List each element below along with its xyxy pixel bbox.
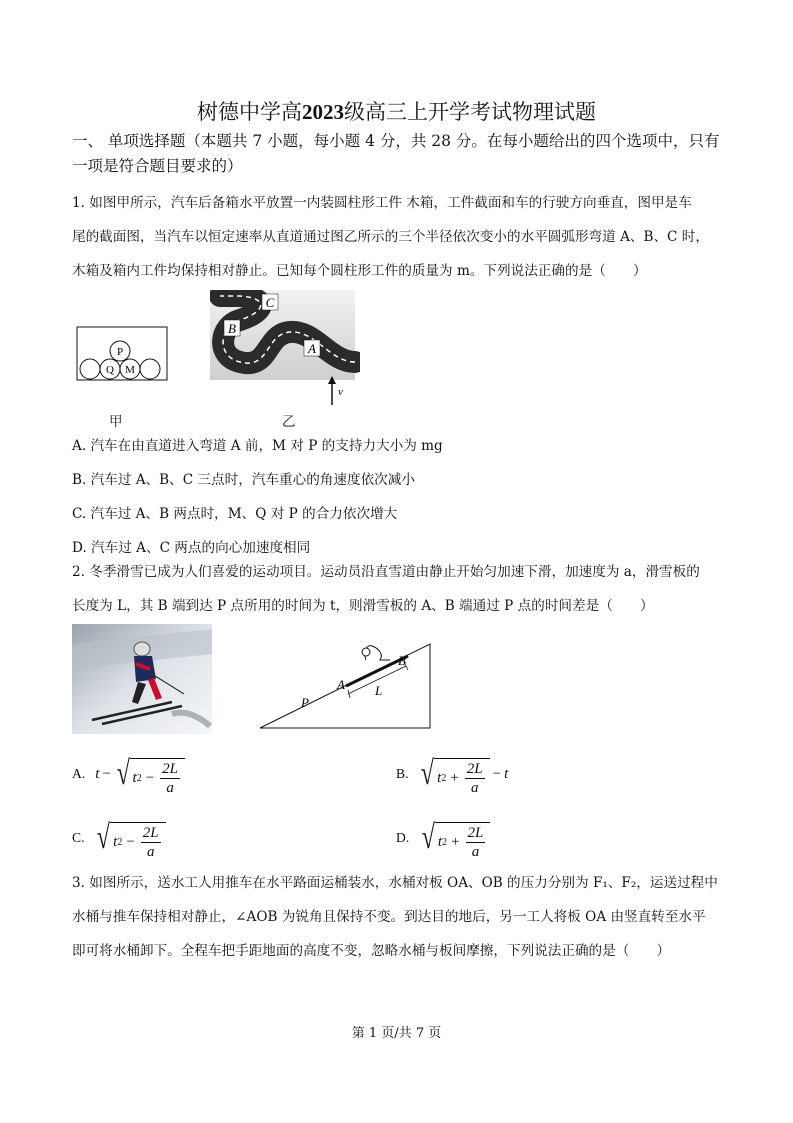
q2-option-b: B. √ t 2 + $\frac{2L}{a}$ − t [396,755,509,796]
section-heading [72,129,732,179]
question-3-text [72,866,732,968]
q1-line-3: 木箱及箱内工件均保持相对静止。已知每个圆柱形工件的质量为 m。下列说法正确的是（ ） [72,263,647,279]
label-a: A [337,677,345,692]
label-q: Q [106,364,114,376]
q1-line-1: 1. 如图甲所示，汽车后备箱水平放置一内装圆柱形工件 木箱，工件截面和车的行驶方向垂直，图甲是车 [72,195,692,211]
q1-option-a: A. 汽车在由直道进入弯道 A 前，M 对 P 的支持力大小为 mg [72,438,443,454]
figure-yi-road [210,290,360,408]
section-line-1: 一、 单项选择题（本题共 7 小题，每小题 4 分，共 28 分。在每小题给出的四个选项中，只有 [72,132,720,150]
q2-option-c: C. √ t 2 − $\frac{2L}{a}$ [72,816,166,860]
figure-jia-box [76,326,168,382]
label-b: B [228,321,236,336]
figure-yi-caption: 乙 [282,414,296,430]
page-footer: 第 1 页/共 7 页 [351,1026,442,1041]
q1-option-b: B. 汽车过 A、B、C 三点时，汽车重心的角速度依次减小 [72,472,415,488]
label-p: P [301,695,309,710]
cylinder-right [140,359,160,379]
figure-jia-caption: 甲 [109,414,123,430]
q3-line-3: 即可将水桶卸下。全程车把手距地面的高度不变，忽略水桶与板间摩擦，下列说法正确的是（ ） [72,943,671,959]
label-l: L [375,683,383,698]
cylinder-left [80,359,100,379]
q1-option-c: C. 汽车过 A、B 两点时，M、Q 对 P 的合力依次增大 [72,506,398,522]
question-1-text [72,186,732,288]
q2-line-1: 2. 冬季滑雪已成为人们喜爱的运动项目。运动员沿直雪道由静止开始匀加速下滑，加速度为 a，滑雪板的 [72,564,700,580]
label-v: v [338,386,343,398]
q1-options [72,429,732,565]
label-p: P [116,346,124,358]
q3-line-1: 3. 如图所示，送水工人用推车在水平路面运桶装水，水桶对板 OA、OB 的压力分别为 F₁、F₂，运送过程中 [72,875,718,891]
q2-option-d: D. √ t 2 + $\frac{2L}{a}$ [396,816,490,860]
q2-option-a: A. t − √ t 2 − $\frac{2L}{a}$ [72,752,185,796]
slope-diagram [258,636,433,732]
q2-line-2: 长度为 L，其 B 端到达 P 点所用的时间为 t，则滑雪板的 A、B 端通过 P 点的时间差是（ ） [72,598,654,614]
label-a: A [308,341,316,356]
label-c: C [265,295,275,310]
page-title: 树德中学高2023级高三上开学考试物理试题 [197,100,596,124]
q3-line-2: 水桶与推车保持相对静止，∠AOB 为锐角且保持不变。到达目的地后，另一工人将板 OA 由竖直转至水平 [72,909,706,925]
section-line-2: 一项是符合题目要求的） [72,157,243,175]
q1-option-d: D. 汽车过 A、C 两点的向心加速度相同 [72,540,311,556]
label-b: B [398,653,406,668]
label-m: M [125,364,135,376]
question-2-text [72,555,732,623]
skier-photo [72,624,212,734]
q1-line-2: 尾的截面图，当汽车以恒定速率从直道通过图乙所示的三个半径依次变小的水平圆弧形弯道 A、B、C 时， [72,229,709,245]
